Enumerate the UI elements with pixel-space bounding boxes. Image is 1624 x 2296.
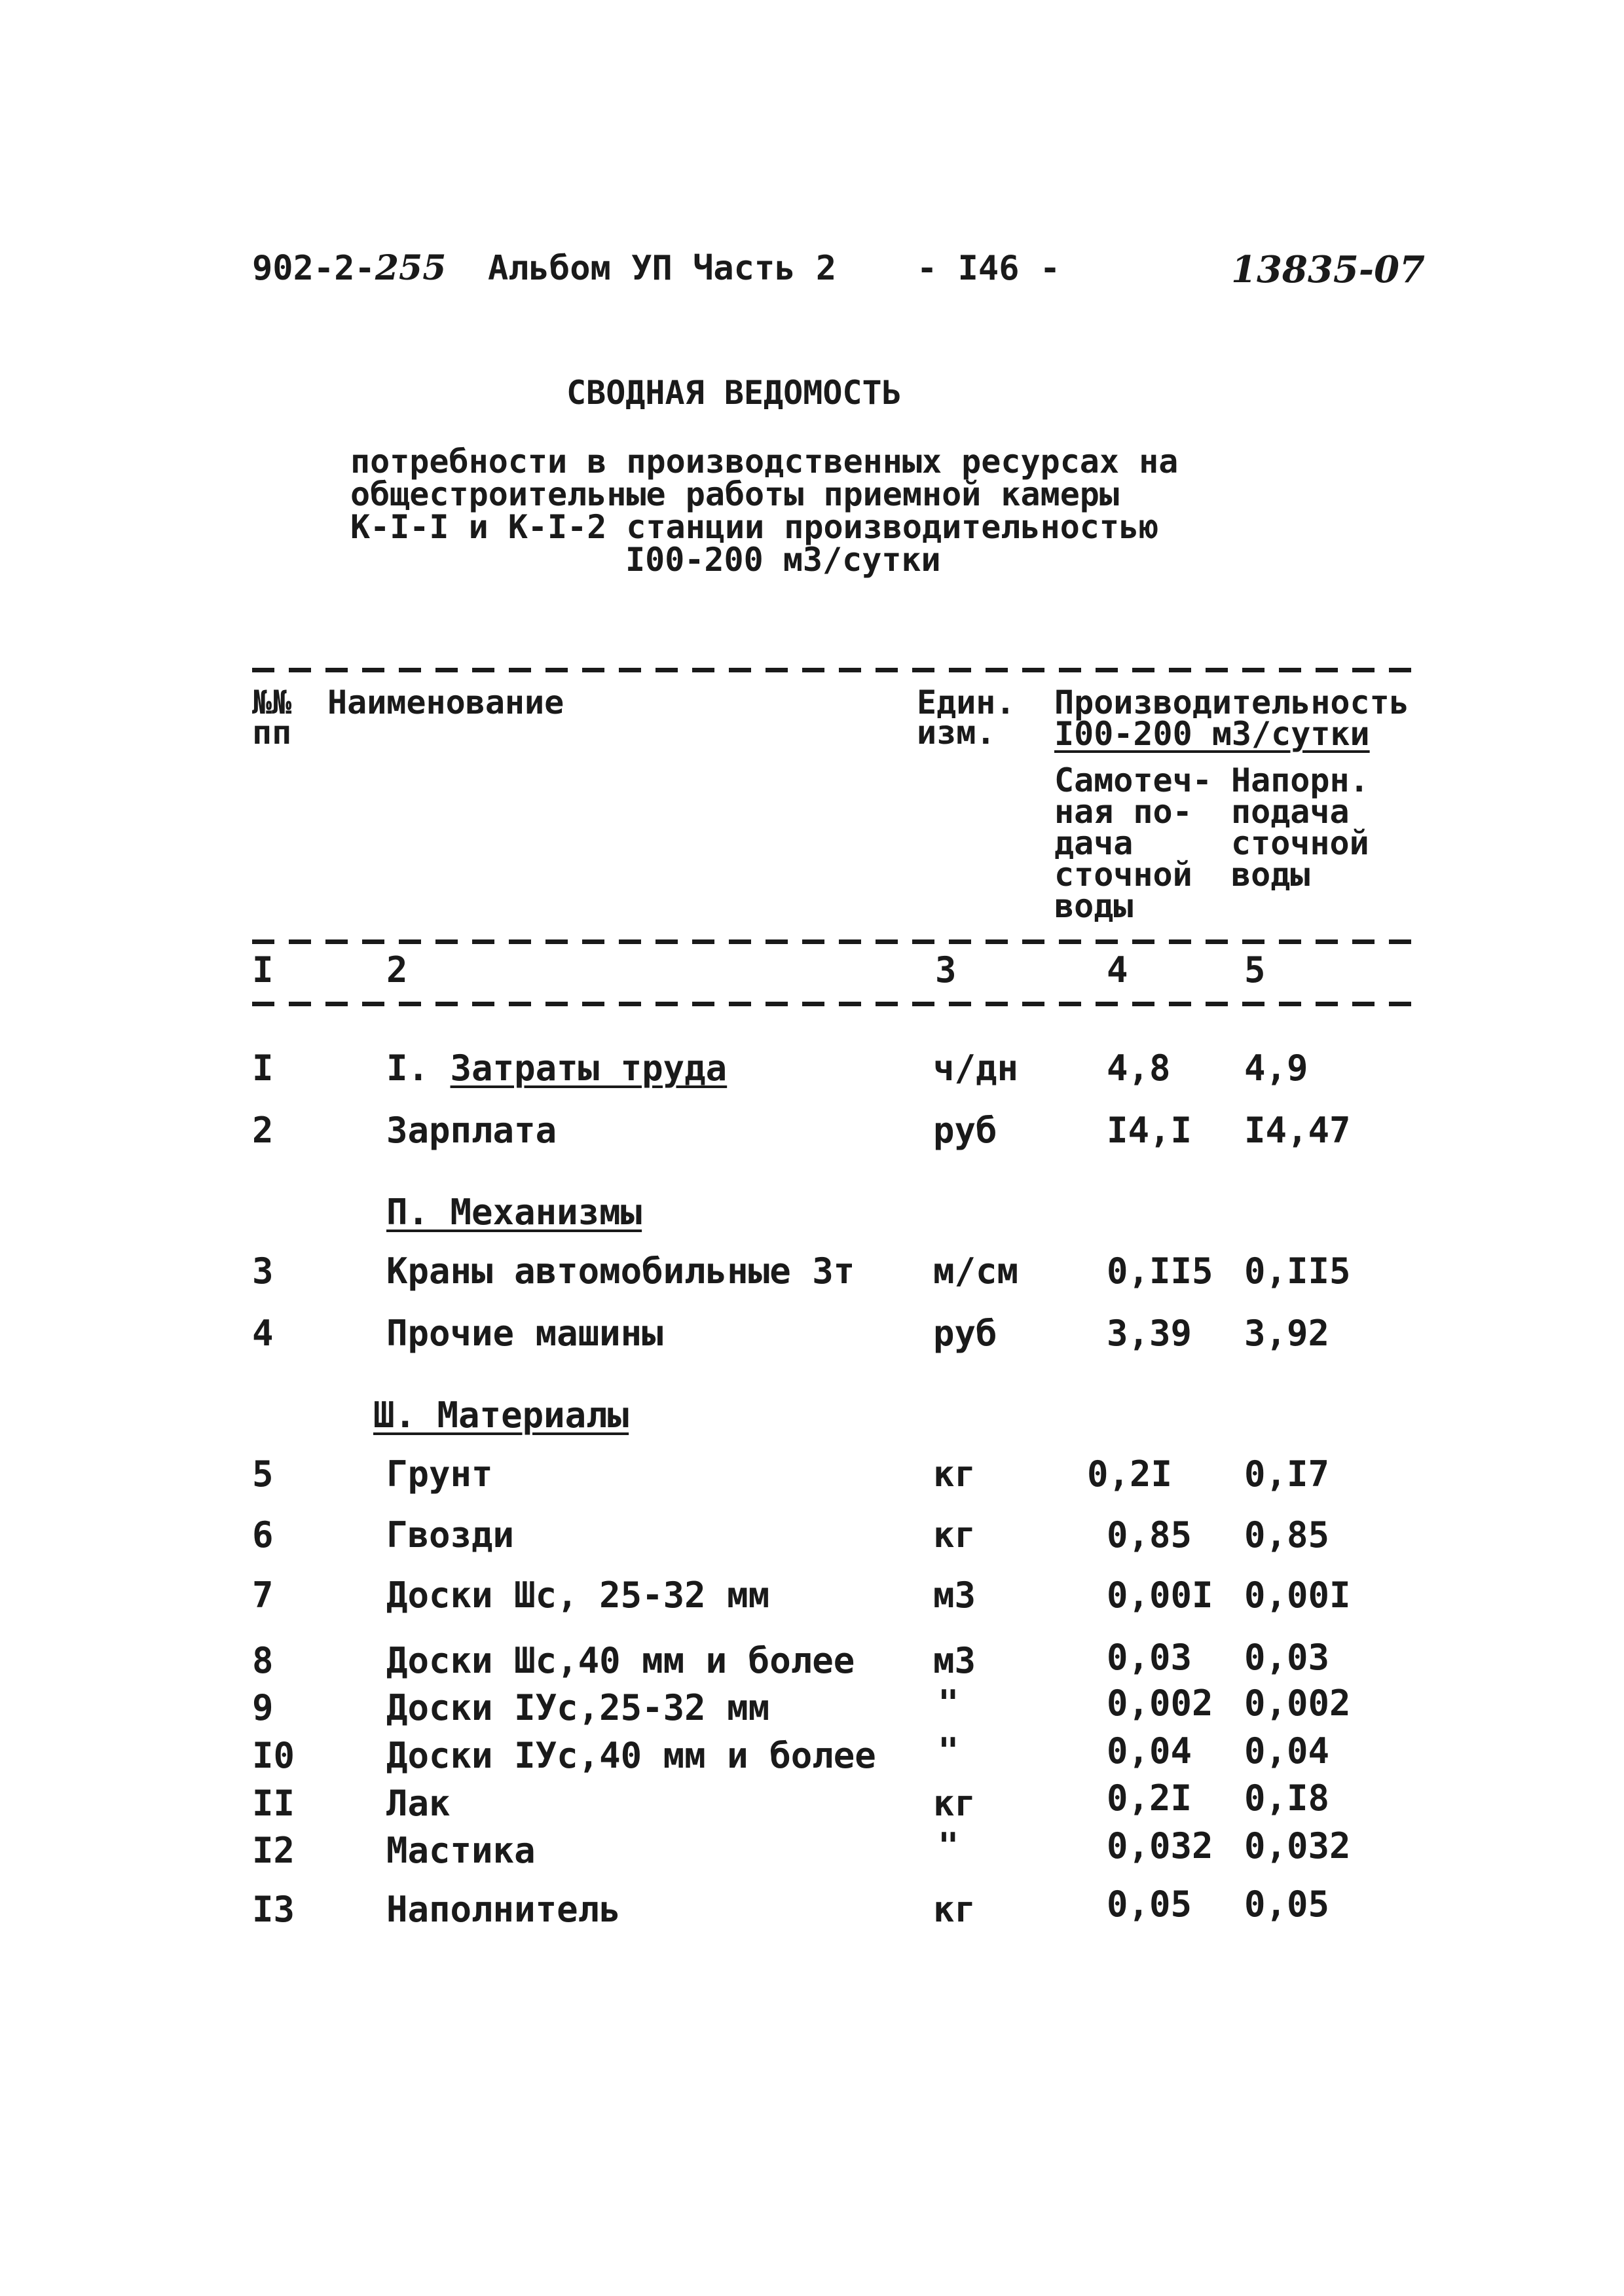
row-5-unit: кг — [933, 1453, 976, 1495]
row-4-col4: 3,39 — [1107, 1313, 1192, 1354]
header-name: Наименование — [327, 683, 564, 721]
row-13-num: I3 — [252, 1889, 295, 1930]
row-7-num: 7 — [252, 1575, 274, 1616]
column-number-4: 4 — [1107, 949, 1128, 991]
column-number-1: I — [252, 949, 274, 991]
album-label: Альбом УП Часть 2 — [488, 249, 837, 288]
row-8-num: 8 — [252, 1640, 274, 1681]
row-12-col4: 0,032 — [1107, 1825, 1213, 1867]
row-7-col4: 0,00I — [1107, 1575, 1213, 1616]
row-5-col4: 0,2I — [1087, 1453, 1173, 1495]
row-10-col5: 0,04 — [1244, 1730, 1330, 1772]
header-productivity-range: I00-200 м3/сутки — [1054, 715, 1370, 753]
row-13-unit: кг — [933, 1889, 976, 1930]
row-12-num: I2 — [252, 1830, 295, 1871]
row-4-unit: руб — [933, 1313, 997, 1354]
row-2-col5: I4,47 — [1244, 1110, 1351, 1151]
header-productivity: Производительность — [1054, 683, 1409, 721]
row-12-name: Мастика — [386, 1830, 536, 1871]
row-6-col5: 0,85 — [1244, 1514, 1330, 1556]
row-4-name: Прочие машины — [386, 1313, 663, 1354]
section-1-title: I. Затраты труда — [386, 1048, 728, 1089]
row-10-col4: 0,04 — [1107, 1730, 1192, 1772]
row-11-col5: 0,I8 — [1244, 1777, 1330, 1819]
row-11-col4: 0,2I — [1107, 1777, 1192, 1819]
row-12-unit: " — [938, 1825, 959, 1867]
row-2-num: 2 — [252, 1110, 274, 1151]
row-8-col4: 0,03 — [1107, 1637, 1192, 1678]
row-9-unit: " — [938, 1683, 959, 1724]
section-2-title: П. Механизмы — [386, 1192, 642, 1233]
row-5-num: 5 — [252, 1453, 274, 1495]
row-3-num: 3 — [252, 1250, 274, 1292]
row-10-name: Доски IУс,40 мм и более — [386, 1735, 876, 1776]
row-2-col4: I4,I — [1107, 1110, 1192, 1151]
header-unit: Един. изм. — [917, 683, 1016, 752]
row-7-name: Доски Шс, 25-32 мм — [386, 1575, 770, 1616]
document-number: 13835-07 — [1231, 248, 1425, 291]
section-1-heading — [386, 1048, 728, 1089]
row-12-col5: 0,032 — [1244, 1825, 1351, 1867]
row-13-col4: 0,05 — [1107, 1884, 1192, 1925]
row-9-col4: 0,002 — [1107, 1683, 1213, 1724]
section-3-title: Ш. Материалы — [373, 1394, 629, 1436]
row-4-col5: 3,92 — [1244, 1313, 1330, 1354]
row-11-unit: кг — [933, 1783, 976, 1824]
header-num: №№ пп — [252, 683, 292, 752]
row-3-col4: 0,II5 — [1107, 1250, 1213, 1292]
row-6-num: 6 — [252, 1514, 274, 1556]
row-10-unit: " — [938, 1730, 959, 1772]
row-3-unit: м/см — [933, 1250, 1019, 1292]
row-9-col5: 0,002 — [1244, 1683, 1351, 1724]
column-number-2: 2 — [386, 949, 408, 991]
row-11-name: Лак — [386, 1783, 451, 1824]
row-8-name: Доски Шс,40 мм и более — [386, 1640, 855, 1681]
subtitle-line-2: общестроительные работы приемной камеры — [350, 475, 1119, 513]
row-4-num: 4 — [252, 1313, 274, 1354]
row-13-col5: 0,05 — [1244, 1884, 1330, 1925]
row-10-num: I0 — [252, 1735, 295, 1776]
header-col5: Напорн. подача сточной воды — [1231, 761, 1369, 894]
row-6-col4: 0,85 — [1107, 1514, 1192, 1556]
row-5-col5: 0,I7 — [1244, 1453, 1330, 1495]
document-code-handwritten: 255 — [375, 248, 447, 288]
column-number-3: 3 — [935, 949, 957, 991]
row-3-name: Краны автомобильные 3т — [386, 1250, 855, 1292]
document-code-prefix: 902-2- — [252, 249, 375, 288]
row-1-col4: 4,8 — [1107, 1048, 1171, 1089]
document-code — [252, 248, 447, 288]
row-5-name: Грунт — [386, 1453, 493, 1495]
row-1-col5: 4,9 — [1244, 1048, 1308, 1089]
page-title: СВОДНАЯ ВЕДОМОСТЬ — [566, 374, 902, 412]
column-number-5: 5 — [1244, 949, 1266, 991]
row-1-num: I — [252, 1048, 274, 1089]
subtitle-line-1: потребности в производственных ресурсах на — [350, 443, 1179, 481]
row-13-name: Наполнитель — [386, 1889, 621, 1930]
row-1-unit: ч/дн — [933, 1048, 1019, 1089]
subtitle-line-4: I00-200 м3/сутки — [625, 541, 941, 579]
row-2-unit: руб — [933, 1110, 997, 1151]
subtitle-line-3: К-I-I и К-I-2 станции производительностью — [350, 508, 1159, 546]
page-number: - I46 - — [917, 249, 1061, 288]
row-11-num: II — [252, 1783, 295, 1824]
row-7-col5: 0,00I — [1244, 1575, 1351, 1616]
row-6-unit: кг — [933, 1514, 976, 1556]
row-7-unit: м3 — [933, 1575, 976, 1616]
header-col4: Самотеч- ная по- дача сточной воды — [1054, 761, 1212, 925]
row-2-name: Зарплата — [386, 1110, 557, 1151]
row-8-unit: м3 — [933, 1640, 976, 1681]
row-9-name: Доски IУс,25-32 мм — [386, 1687, 770, 1728]
row-6-name: Гвозди — [386, 1514, 515, 1556]
table-top-rule — [252, 668, 1414, 672]
numbering-bottom-rule — [252, 1002, 1414, 1006]
header-bottom-rule — [252, 939, 1414, 944]
row-8-col5: 0,03 — [1244, 1637, 1330, 1678]
row-9-num: 9 — [252, 1687, 274, 1728]
row-3-col5: 0,II5 — [1244, 1250, 1351, 1292]
